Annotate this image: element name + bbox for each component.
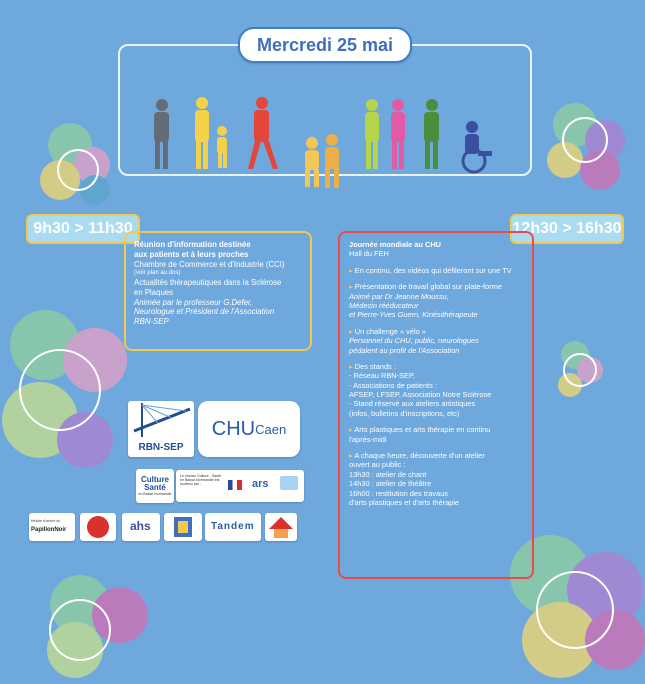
french-republic-icon: [228, 480, 242, 490]
partners-strip-text: Le réseau Culture - Santé en Basse-Normandie est soutenu par :: [180, 474, 222, 486]
bullet-icon: ▸: [349, 451, 353, 461]
afternoon-title: Journée mondiale au CHU: [349, 240, 441, 249]
list-item-challenge: ▸ Un challenge « vélo » Personnel du CHU, public, neurologues pédalent au profit de l'Association: [349, 326, 479, 355]
bullet-icon: ▸: [349, 425, 353, 435]
morning-venue-note: (voir plan au dos): [134, 269, 181, 276]
region-logo-icon: [280, 476, 298, 490]
list-item-arts: ▸ Arts plastiques et arts thérapie en continu l'après-midi: [349, 425, 491, 444]
afternoon-place: Hall du FEH: [349, 249, 389, 259]
person-walking-red-icon: [248, 97, 278, 169]
person-man-grey-icon: [154, 99, 169, 169]
partner-logo-b: [164, 513, 202, 541]
bullet-icon: ▸: [349, 326, 353, 336]
partner-logo-red: [80, 513, 116, 541]
list-item-videos: ▸ En continu, des vidéos qui défileront sur une TV: [349, 265, 512, 275]
bridge-icon: [128, 401, 194, 441]
person-wheelchair-icon: [463, 121, 492, 172]
people-illustration: [140, 95, 510, 195]
person-sitting-1-icon: [305, 137, 319, 187]
rbn-sep-logo: [128, 401, 194, 457]
event-date-title: Mercredi 25 mai: [238, 27, 412, 63]
chu-caen-logo: CHU Caen: [198, 401, 300, 457]
list-item-workshops: ▸ A chaque heure, découverte d'un atelier ouvert au public : 13h30 : atelier de chant 14h30 : atelier de théâtre 16h00 : restitution des travaux d'arts plastiques et d'arts thérapie: [349, 451, 485, 507]
ahs-logo: ahs: [122, 513, 160, 541]
rbn-logo-text: RBN-SEP: [138, 442, 184, 453]
afternoon-session-box: [338, 231, 534, 579]
person-green-dark-icon: [424, 99, 439, 169]
partners-strip-logo: [176, 470, 304, 502]
afternoon-time-badge: 12h30 > 16h30: [510, 214, 624, 244]
person-sitting-2-icon: [325, 134, 339, 188]
morning-host-line1: Animée par le professeur G.Defer,: [134, 297, 253, 307]
morning-title-line1: Réunion d'information destinée: [134, 240, 251, 249]
bullet-icon: ▸: [349, 361, 353, 371]
house-logo-icon: [265, 513, 297, 541]
culture-sante-logo: Culture Santé en Basse-Normandie: [136, 469, 174, 503]
morning-venue: Chambre de Commerce et d'Industrie (CCI): [134, 259, 285, 269]
person-pink-icon: [391, 99, 405, 169]
partner-b-icon: [164, 513, 202, 541]
partner-logo-house: [265, 513, 297, 541]
morning-topic-line1: Actualités thérapeutiques dans la Sclérose: [134, 277, 282, 287]
bullet-icon: ▸: [349, 282, 353, 292]
tandem-logo: Tandem: [205, 513, 261, 541]
ars-logo: ars: [252, 478, 269, 490]
morning-session-box: [124, 231, 312, 351]
bullet-icon: ▸: [349, 265, 353, 275]
person-parent-yellow-icon: [195, 97, 209, 169]
red-circle-logo-icon: [80, 513, 116, 541]
list-item-stands: ▸ Des stands : - Réseau RBN-SEP, - Associations de patients : AFSEP, LFSEP, Association Notre Sclérose - Stand réservé aux ateliers artistiques (infos, bulletins d'inscriptions, etc): [349, 361, 492, 418]
papillon-noir-logo: théâtre d'ombre du PapillonNoir: [29, 513, 75, 541]
morning-host-line2: Neurologue et Président de l'Association: [134, 307, 275, 317]
morning-time-badge: 9h30 > 11h30: [26, 214, 140, 244]
person-green-light-icon: [365, 99, 379, 169]
morning-title-line2: aux patients et à leurs proches: [134, 249, 249, 259]
list-item-presentation: ▸ Présentation de travail global sur plate-forme Animé par Dr Jeanne Moussu, Médecin rééducateur et Pierre-Yves Guern, Kinésithérapeute: [349, 282, 502, 320]
morning-host-line3: RBN-SEP: [134, 317, 169, 327]
person-child-yellow-icon: [217, 126, 227, 168]
morning-topic-line2: en Plaques: [134, 287, 174, 297]
